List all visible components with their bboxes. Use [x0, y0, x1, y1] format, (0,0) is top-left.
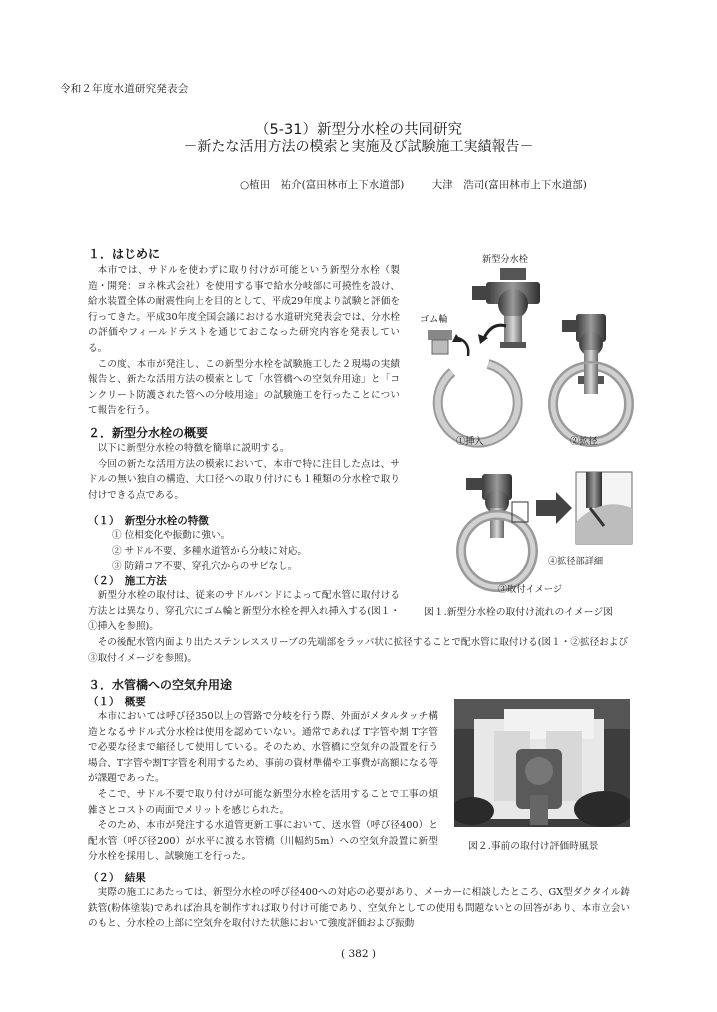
arrow-icon — [484, 325, 506, 338]
detail-box — [576, 472, 632, 544]
author-line — [240, 177, 609, 192]
figure-1-diagram — [412, 246, 642, 596]
paragraph: この度、本市が発注し、この新型分水栓を試験施工した２現場の実績報告と、新たな活用方法の模索として「水管橋への空気弁用途」と「コンクリート防護された管への分岐用途」の試験施工を行ったことについて報告を行う。 — [88, 358, 400, 417]
label-insert: ①挿入 — [456, 436, 484, 447]
paragraph: 本市においては呼び径350以上の管路で分岐を行う際、外面がメタルタッチ構造となるサドル式分水栓は使用を認めていない。通常であれば T字管や割 T字管で必要な径まで縮径して使用している。そのため、水管橋に空気弁の設置を行う場合、T字管や割T字管を利用するため、事前の資材準備や工事費が高額になる等が課題であった。 — [88, 711, 438, 785]
section-1-heading: １．はじめに — [88, 247, 161, 261]
section-3-heading: ３．水管橋への空気弁用途 — [88, 678, 233, 692]
arrow-right-icon — [536, 492, 572, 524]
paragraph: 新型分水栓の取付は、従来のサドルバンドによって配水管に取付ける方法とは異なり、穿孔穴にゴム輪と新型分水栓を押入れ挿入する(図１・①挿入を参照)。 — [88, 590, 400, 633]
label-rubber-ring: ゴム輪 — [420, 314, 448, 325]
paper-subtitle: －新たな活用方法の模索と実施及び試験施工実績報告－ — [183, 139, 534, 155]
page-number: ( 382 ) — [341, 948, 376, 960]
section-2-1-heading: （１） 新型分水栓の特徴 — [88, 515, 209, 527]
feature-list — [112, 528, 307, 575]
figure-1 — [412, 246, 642, 596]
section-2-2-body-full — [88, 635, 628, 666]
photo-image — [454, 699, 630, 827]
section-2-2-heading: （２） 施工方法 — [88, 575, 167, 587]
paragraph: そこで、サドル不要で取り付けが可能な新型分水栓を活用することで工事の煩雑さとコストの両面でメリットを感じられた。 — [88, 788, 438, 816]
paragraph: そのため、本市が発注する水道管更新工事において、送水管（呼び径400）と配水管（呼び径200）が水平に渡る水管橋（川幅約5m）への空気弁設置に新型分水栓を採用し、試験施工を行った。 — [88, 820, 438, 863]
section-3-1-body — [88, 709, 438, 865]
paragraph: 以下に新型分水栓の特徴を簡単に説明する。 — [97, 443, 290, 454]
paragraph: 本市では、サドルを使わずに取り付けが可能という新型分水栓（製造・開発：ヨネ株式会社）を使用する事で給水分岐部に可撓性を設け、給水装置全体の耐震性向上を目的として、平成29年度より試験と評価を行ってきた。平成30年度全国会議における水道研究発表会では、分水栓の評価やフィールドテストを通じておこなった研究内容を発表している。 — [88, 265, 400, 354]
paper-title: （5-31）新型分水栓の共同研究 — [255, 122, 462, 138]
section-3-2-heading: （２） 結果 — [88, 872, 146, 884]
rubber-ring-icon — [428, 330, 452, 354]
list-item: ① 位相変化や振動に強い。 — [112, 530, 231, 541]
mounted-valve-icon — [461, 474, 533, 587]
conference-header: 令和２年度水道研究発表会 — [60, 83, 189, 95]
paragraph: その後配水管内面より出たステンレススリーブの先端部をラッパ状に拡径することで配水管に取付ける(図１・②拡径および③取付イメージを参照)。 — [88, 637, 628, 664]
pipe-ring-icon — [438, 364, 518, 443]
label-image: ③取付イメージ — [498, 584, 563, 595]
figure-1-caption: 図１.新型分水栓の取付け流れのイメージ図 — [424, 607, 613, 618]
section-3-1-heading: （１） 概要 — [88, 696, 146, 708]
paragraph: 今回の新たな活用方法の模索において、本市で特に注目した点は、サドルの無い独自の構造、大口径への取り付けにも１種類の分水栓で取り付けできる点である。 — [88, 458, 400, 501]
list-item: ② サドル不要、多種水道管から分岐に対応。 — [112, 545, 307, 557]
label-detail: ④拡径部詳細 — [548, 556, 604, 567]
section-3-2-body — [88, 885, 630, 932]
section-2-heading: ２．新型分水栓の概要 — [88, 426, 209, 440]
label-new-valve: 新型分水栓 — [482, 254, 528, 265]
section-2-body — [88, 441, 400, 503]
pipe-ring-icon — [553, 364, 629, 442]
author-2: 大津 浩司(富田林市上下水道部) — [431, 179, 587, 191]
author-1: ○植田 祐介(富田林市上下水道部) — [240, 179, 405, 191]
figure-2-caption: 図２.事前の取付け評価時風景 — [468, 841, 599, 852]
figure-2-photo — [454, 699, 630, 827]
list-item: ③ 防錆コア不要、穿孔穴からのサビなし。 — [112, 561, 298, 573]
section-1-body — [88, 263, 400, 419]
section-2-2-body — [88, 588, 400, 635]
label-expand: ②拡径 — [570, 436, 598, 447]
paragraph: 実際の施工にあたっては、新型分水栓の呼び径400への対応の必要があり、メーカーに相談したところ、GX型ダクタイル鋳鉄管(粉体塗装)であれば治具を制作すれば取り付け可能であり、空気弁としての使用も問題ないとの回答があり、本市立会いのもと、分水栓の上部に空気弁を取付けた状態において強度評価および振動 — [88, 887, 630, 930]
